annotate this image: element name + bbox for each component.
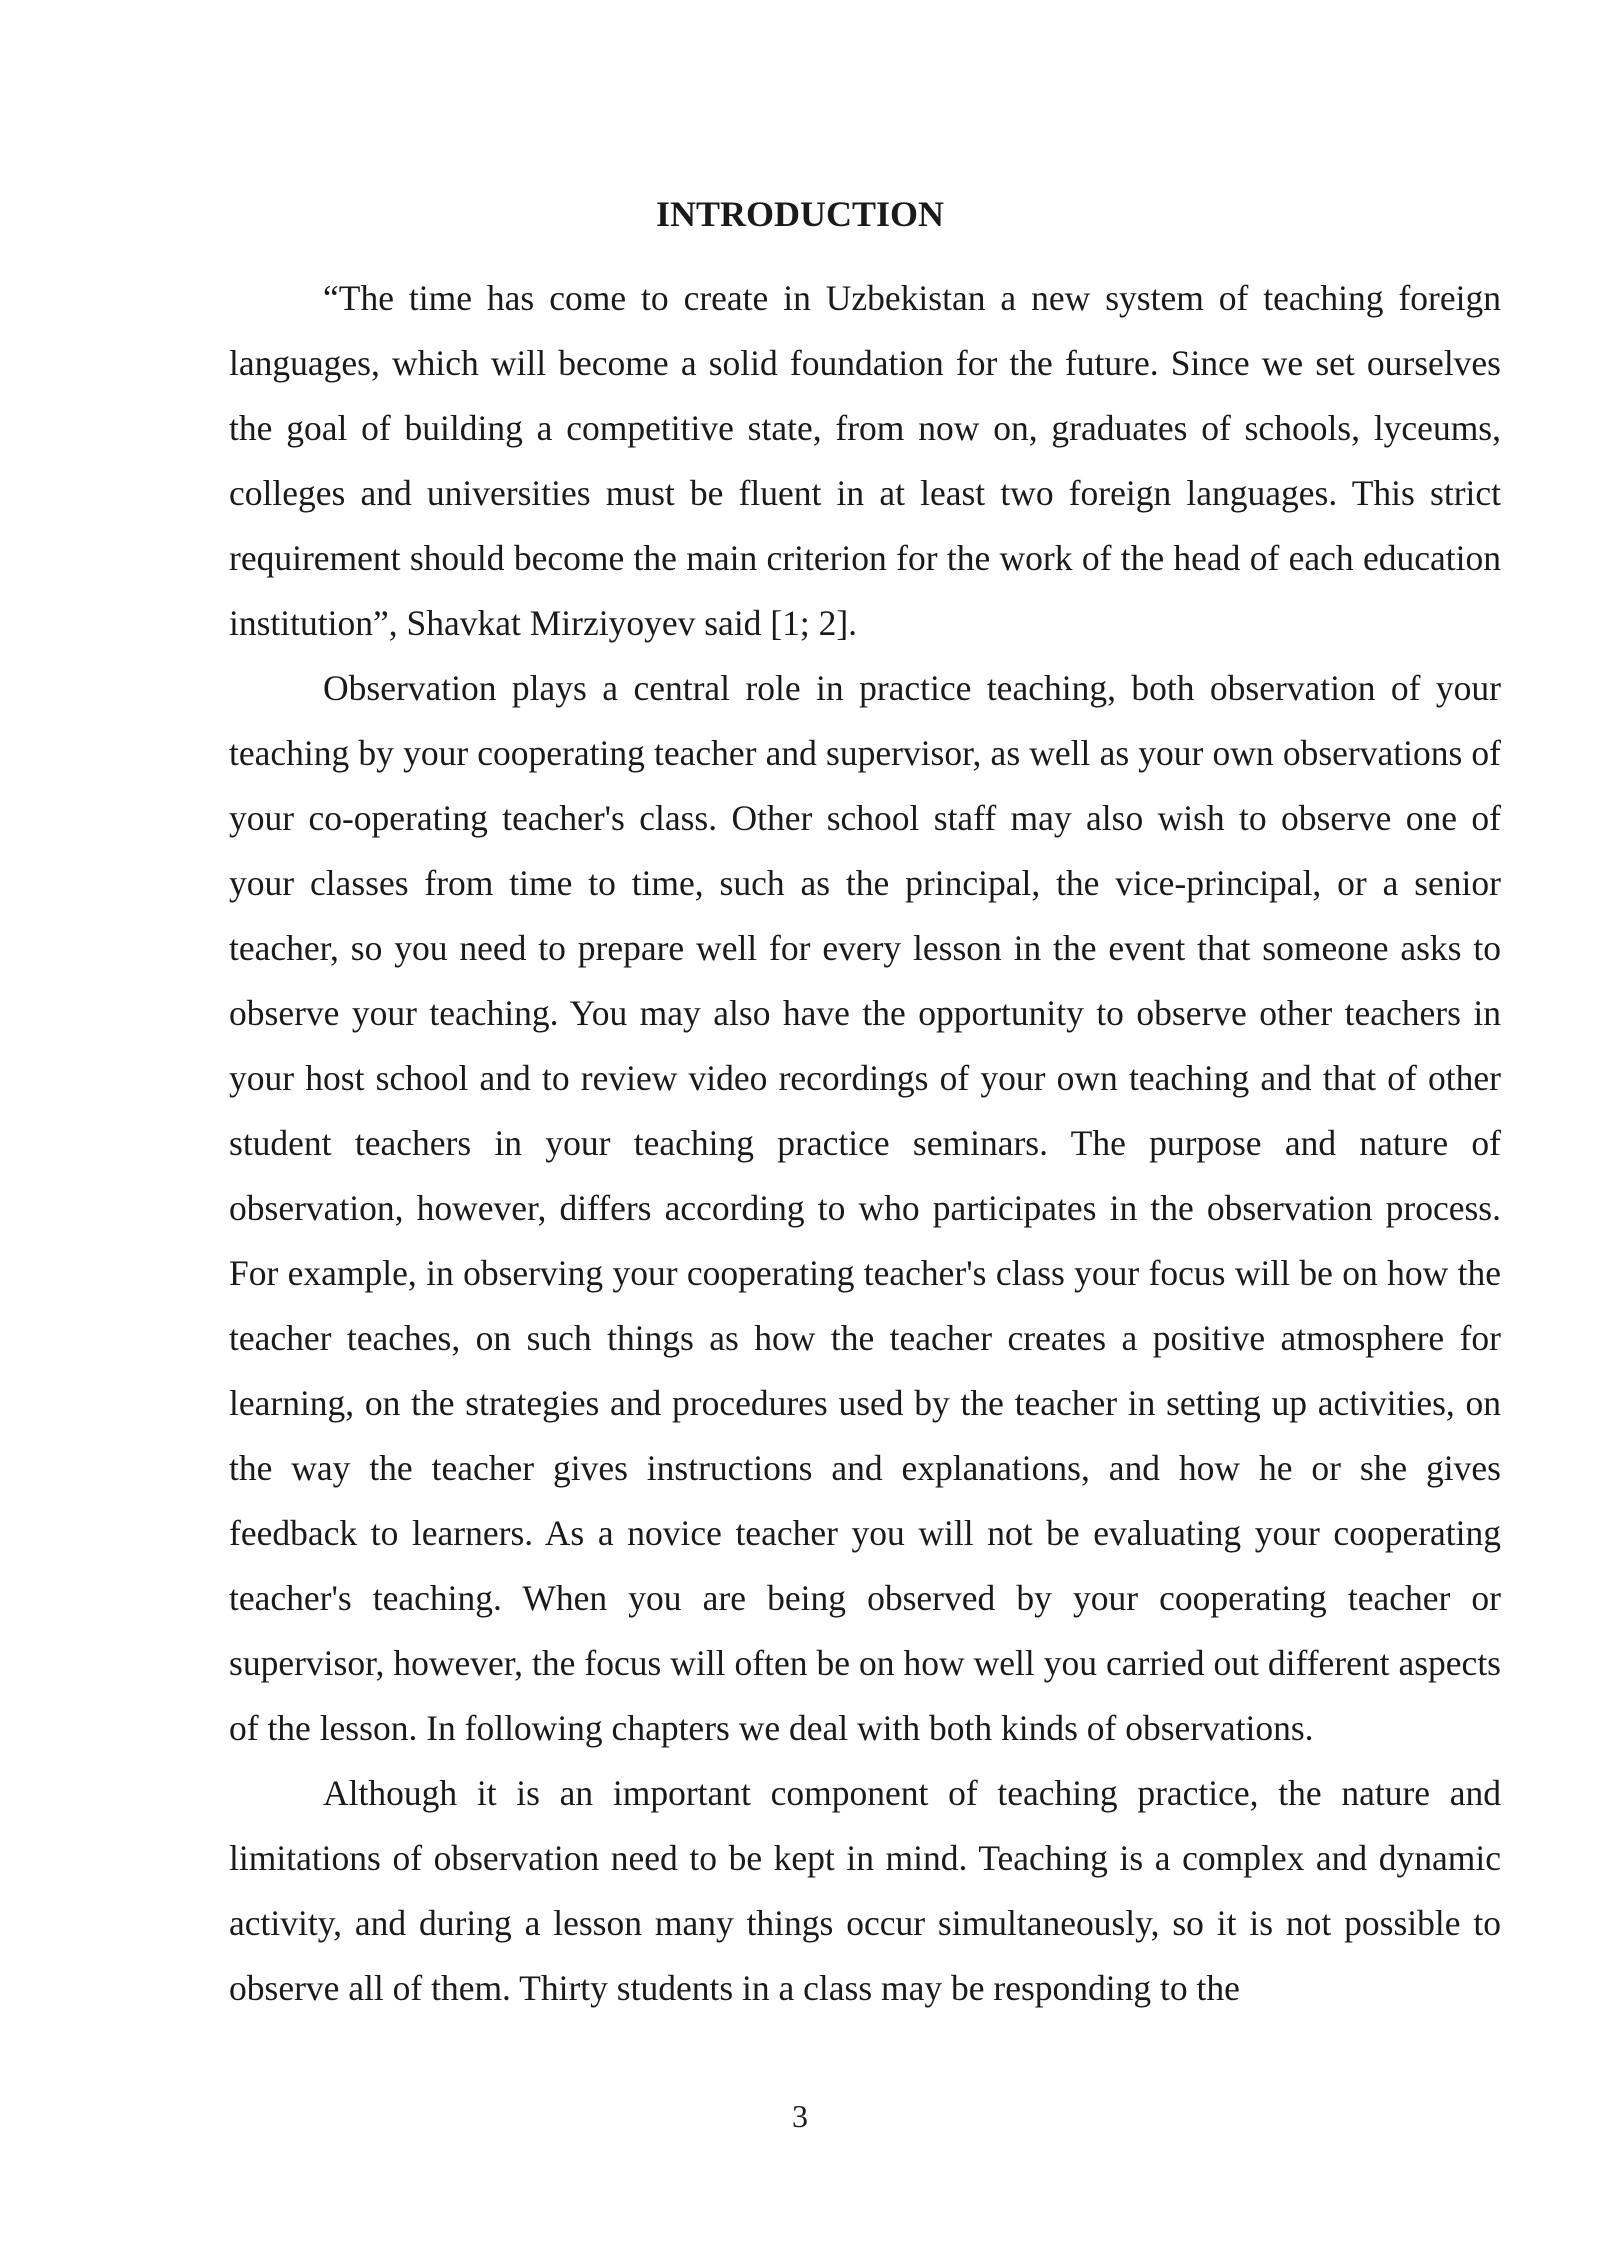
- section-heading: INTRODUCTION: [655, 194, 945, 234]
- paragraph-observation-role: Observation plays a central role in practice teaching, both observation of your teaching by your cooperating teacher and supervisor, as well as your own observations of your co-operating teacher's class. Other school staff may also wish to observe one of your classes from time to time, such as the principal, the vice-principal, or a senior teacher, so you need to prepare well for every lesson in the event that someone asks to observe your teaching. You may also have the opportunity to observe other teachers in your host school and to review video recordings of your own teaching and that of other student teachers in your teaching practice seminars. The purpose and nature of observation, however, differs according to who participates in the observation process. For example, in observing your cooperating teacher's class your focus will be on how the teacher teaches, on such things as how the teacher creates a positive atmosphere for learning, on the strategies and procedures used by the teacher in setting up activities, on the way the teacher gives instructions and explanations, and how he or she gives feedback to learners. As a novice teacher you will not be evaluating your cooperating teacher's teaching. When you are being observed by your cooperating teacher or supervisor, however, the focus will often be on how well you carried out different aspects of the lesson. In following chapters we deal with both kinds of observations.: [229, 668, 1501, 1748]
- paragraph-quote: “The time has come to create in Uzbekistan a new system of teaching foreign languages, which will become a solid foundation for the future. Since we set ourselves the goal of building a competitive state, from now on, graduates of schools, lyceums, colleges and universities must be fluent in at least two foreign languages. This strict requirement should become the main criterion for the work of the head of each education institution”, Shavkat Mirziyoyev said [1; 2].: [229, 278, 1501, 643]
- page-number: 3: [792, 2098, 808, 2134]
- paragraph-observation-limitations: Although it is an important component of teaching practice, the nature and limitations of observation need to be kept in mind. Teaching is a complex and dynamic activity, and during a lesson many things occur simultaneously, so it is not possible to observe all of them. Thirty students in a class may be responding to the: [229, 1773, 1501, 2008]
- body-text: [229, 266, 1501, 2021]
